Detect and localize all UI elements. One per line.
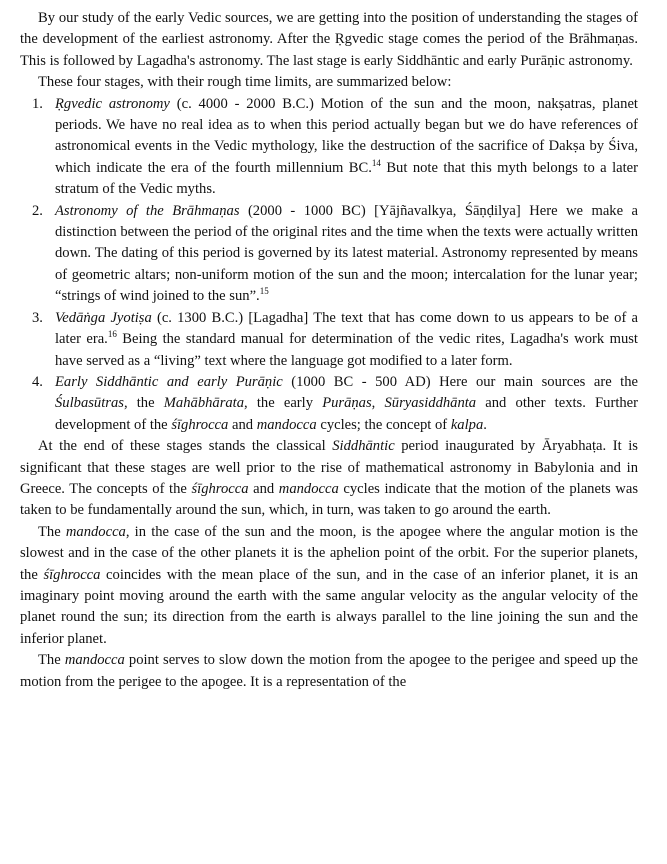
stage-text: , the — [123, 395, 164, 412]
paragraph-text: period inaugurated by Āryabhaṭa. It is significant that these stages are well prior to the rise of mathematical astronomy in Babylonia and in Greece. The concepts of the — [20, 438, 638, 497]
italic-term: mandocca — [64, 652, 125, 669]
footnote-marker: 16 — [107, 329, 117, 340]
footnote-marker: 15 — [259, 286, 269, 297]
stage-text: , — [371, 395, 385, 412]
stage-text: (2000 - 1000 BC) [Yājñavalkya, Śāṇḍilya] Here we make a distinction between the period of the original rites and the time when the texts were actually written down. The dating of this period is governed by its latest material. Astronomy represented by means of geometric altars; non-uniform motion of the sun and the moon; intercalation for the lunar year; “strings of wind joined to the sun”. — [55, 202, 638, 305]
paragraph-summary-lead — [20, 72, 638, 93]
italic-term: mandocca — [278, 480, 339, 497]
italic-term: mandocca — [256, 416, 317, 433]
stage-text-continued: Being the standard manual for determination of the vedic rites, Lagadha's work must have served as a “living” text where the language got modified to a later form. — [55, 331, 638, 369]
paragraph-classical-period — [20, 436, 638, 522]
paragraph-text: The — [38, 523, 66, 540]
list-number: 1. — [32, 95, 43, 112]
italic-term: Purāṇas — [322, 395, 372, 412]
italic-term: śīghrocca — [191, 480, 249, 497]
paragraph-text: point serves to slow down the motion from the apogee to the perigee and speed up the motion from the perigee to the apogee. It is a representation of the — [20, 652, 639, 690]
paragraph-text: The — [38, 652, 65, 669]
stage-text: and — [228, 416, 257, 433]
italic-term: śīghrocca — [171, 416, 229, 433]
stage-text: . — [483, 416, 487, 433]
italic-term: śīghrocca — [43, 566, 101, 583]
paragraph-text: and — [248, 480, 279, 497]
stage-title: Ṛgvedic astronomy — [55, 95, 170, 112]
stage-title: Astronomy of the Brāhmaṇas — [55, 202, 240, 219]
paragraph-text: By our study of the early Vedic sources, we are getting into the position of understanding the stages of the development of the earliest astronomy. After the Ṛgvedic stage comes the period of the Brāhmaṇas. This is followed by Lagadha's astronomy. The last stage is early Siddhāntic and early Purāṇic astronomy. — [20, 10, 638, 69]
paragraph-mandocca — [20, 522, 638, 650]
list-number: 3. — [32, 309, 43, 326]
paragraph-intro — [20, 8, 638, 72]
italic-term: kalpa — [450, 416, 484, 433]
list-number: 4. — [32, 373, 43, 390]
page-body — [20, 8, 638, 693]
stage-text: , the early — [244, 395, 323, 412]
list-number: 2. — [32, 202, 43, 219]
stage-text-continued: But note that this myth belongs to a later stratum of the Vedic myths. — [55, 159, 638, 198]
paragraph-text: coincides with the mean place of the sun, and in the case of an inferior planet, it is an imaginary point moving around the earth with the same angular velocity as the angular velocity of the planet round the sun; its direction from the earth is always parallel to the line joining the sun and the inferior planet. — [20, 566, 638, 647]
stage-title: Vedāṅga Jyotiṣa — [55, 309, 152, 326]
paragraph-text: At the end of these stages stands the classical — [38, 438, 333, 455]
italic-term: Śulbasūtras — [55, 395, 124, 412]
italic-term: mandocca — [65, 523, 126, 540]
paragraph-mandocca-point — [20, 650, 638, 693]
stage-text: (c. 4000 - 2000 B.C.) Motion of the sun and the moon, nakṣatras, planet periods. We have no real idea as to when this period actually began but we do have references of astronomical events in the Vedic mythology, like the destruction of the sacrifice of Dakṣa by Śiva, which indicate the era of the fourth millennium BC. — [55, 95, 638, 176]
list-item — [20, 94, 638, 201]
stage-text: (c. 1300 B.C.) [Lagadha] The text that has come down to us appears to be of a later era. — [55, 309, 638, 348]
footnote-marker: 14 — [371, 157, 381, 168]
stage-title: Early Siddhāntic and early Purāṇic — [55, 373, 283, 390]
italic-term: Sūryasiddhānta — [384, 395, 477, 412]
stage-text: and other texts. Further development of the — [55, 395, 639, 433]
list-item — [20, 372, 638, 436]
paragraph-text: These four stages, with their rough time limits, are summarized below: — [38, 74, 452, 91]
stage-text: cycles; the concept of — [316, 416, 451, 433]
stage-text: (1000 BC - 500 AD) Here our main sources are the — [282, 373, 638, 390]
italic-term: Siddhāntic — [332, 438, 395, 455]
stages-list — [20, 94, 638, 437]
paragraph-text: , in the case of the sun and the moon, is the apogee where the angular motion is the slowest and in the case of the other planets it is the aphelion point of the orbit. For the superior planets, the — [20, 523, 639, 583]
list-item — [20, 308, 638, 372]
italic-term: Mahābhārata — [163, 395, 245, 412]
list-item — [20, 201, 638, 308]
paragraph-text: cycles indicate that the motion of the planets was taken to be fundamentally around the sun, which, in turn, was taken to go around the earth. — [20, 480, 639, 519]
